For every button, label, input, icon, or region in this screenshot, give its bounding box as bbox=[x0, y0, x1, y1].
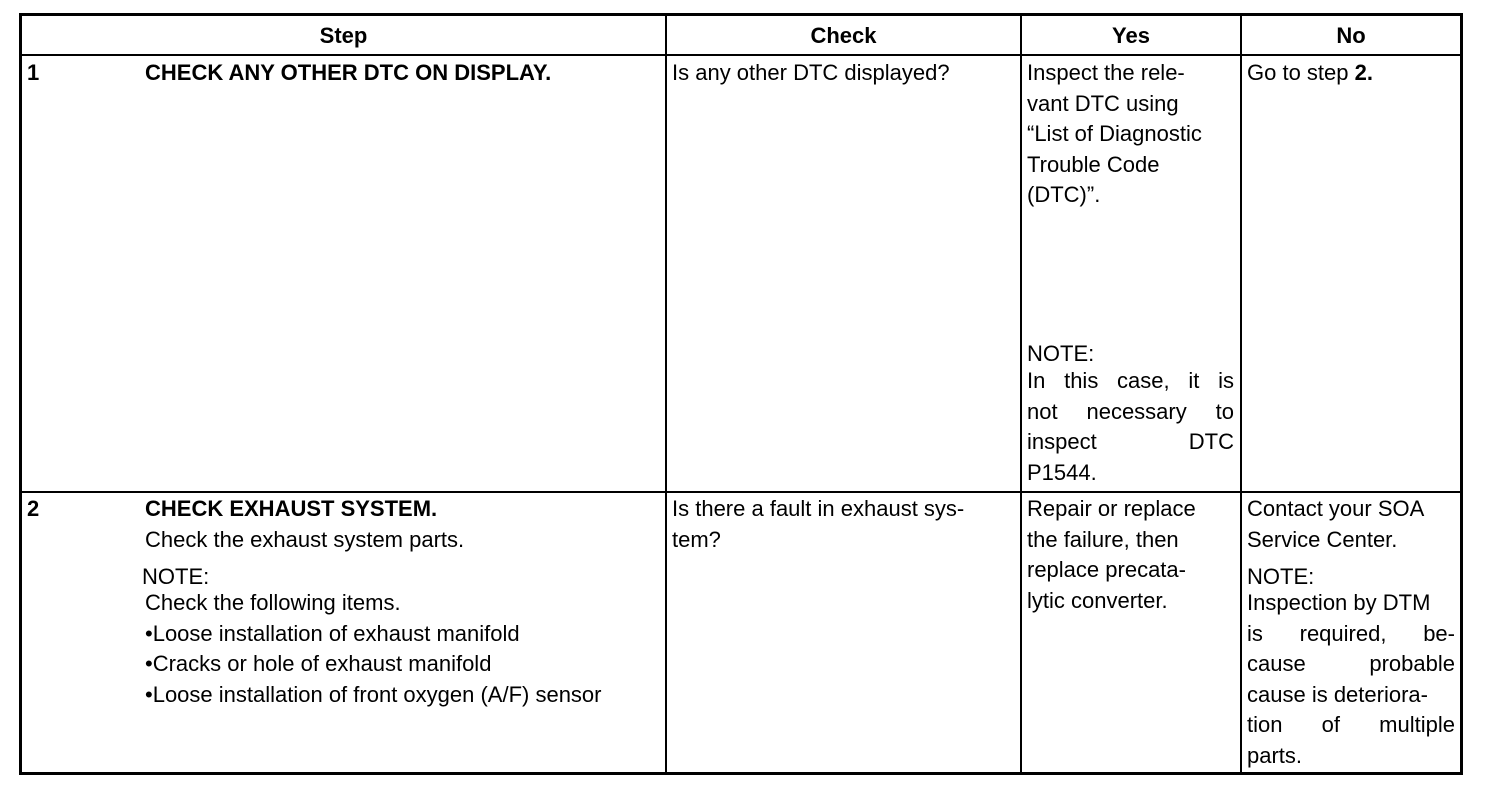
row-divider bbox=[22, 491, 1460, 493]
row1-yes-note-label: NOTE: bbox=[1027, 341, 1095, 366]
bullet-item: •Cracks or hole of exhaust manifold bbox=[145, 651, 492, 676]
row1-check-text: Is any other DTC displayed? bbox=[672, 60, 950, 85]
diagnostic-table: Step Check Yes No 1 CHECK ANY OTHER DTC ON DISPLAY. Is any other DTC displayed? Inspect the rele- vant DTC using “List of Diagnostic Trouble Code (DTC)”. NOTE: In this case, it is not necessary to inspect DTC P1544. Go to step 2. 2 CHECK EXHAUST SYSTEM. Check the exhaust system parts. NOTE: Check the following items. •Loose installation of exhaust manifold •Cracks or hole of exhaust manifold •Loose installation of front oxygen (A/F) sensor Is there a fault in exhaust sys- tem? Repair or replace the failure, then replace precata- lytic converter. Contact your SOA Service Center. NOTE: Inspection by DTM is required, be- cause probable cause is deteriora- tion of multiple parts. bbox=[19, 13, 1463, 775]
header-yes: Yes bbox=[1112, 23, 1150, 48]
row1-no-text: Go to step 2. bbox=[1247, 60, 1373, 85]
header-step: Step bbox=[319, 23, 368, 48]
bullet-item: •Loose installation of front oxygen (A/F) sensor bbox=[145, 681, 602, 707]
row2-note-text: Check the following items. bbox=[145, 590, 401, 615]
row1-step-title: CHECK ANY OTHER DTC ON DISPLAY. bbox=[145, 60, 552, 85]
row2-step-number: 2 bbox=[27, 496, 40, 521]
col-divider-yes bbox=[1020, 16, 1022, 772]
col-divider-no bbox=[1240, 16, 1242, 772]
col-divider-check bbox=[665, 16, 667, 772]
header-check: Check bbox=[810, 23, 877, 48]
header-no: No bbox=[1336, 23, 1366, 48]
bullet-item: •Loose installation of exhaust manifold bbox=[145, 620, 520, 646]
row1-step-number: 1 bbox=[27, 60, 40, 85]
row2-note-label: NOTE: bbox=[142, 564, 210, 589]
row2-step-title: CHECK EXHAUST SYSTEM. bbox=[145, 496, 438, 521]
row2-step-text: Check the exhaust system parts. bbox=[145, 526, 465, 552]
step-2-reference: 2. bbox=[1354, 60, 1373, 85]
header-divider bbox=[22, 54, 1460, 56]
row2-no-note-label: NOTE: bbox=[1247, 564, 1315, 589]
